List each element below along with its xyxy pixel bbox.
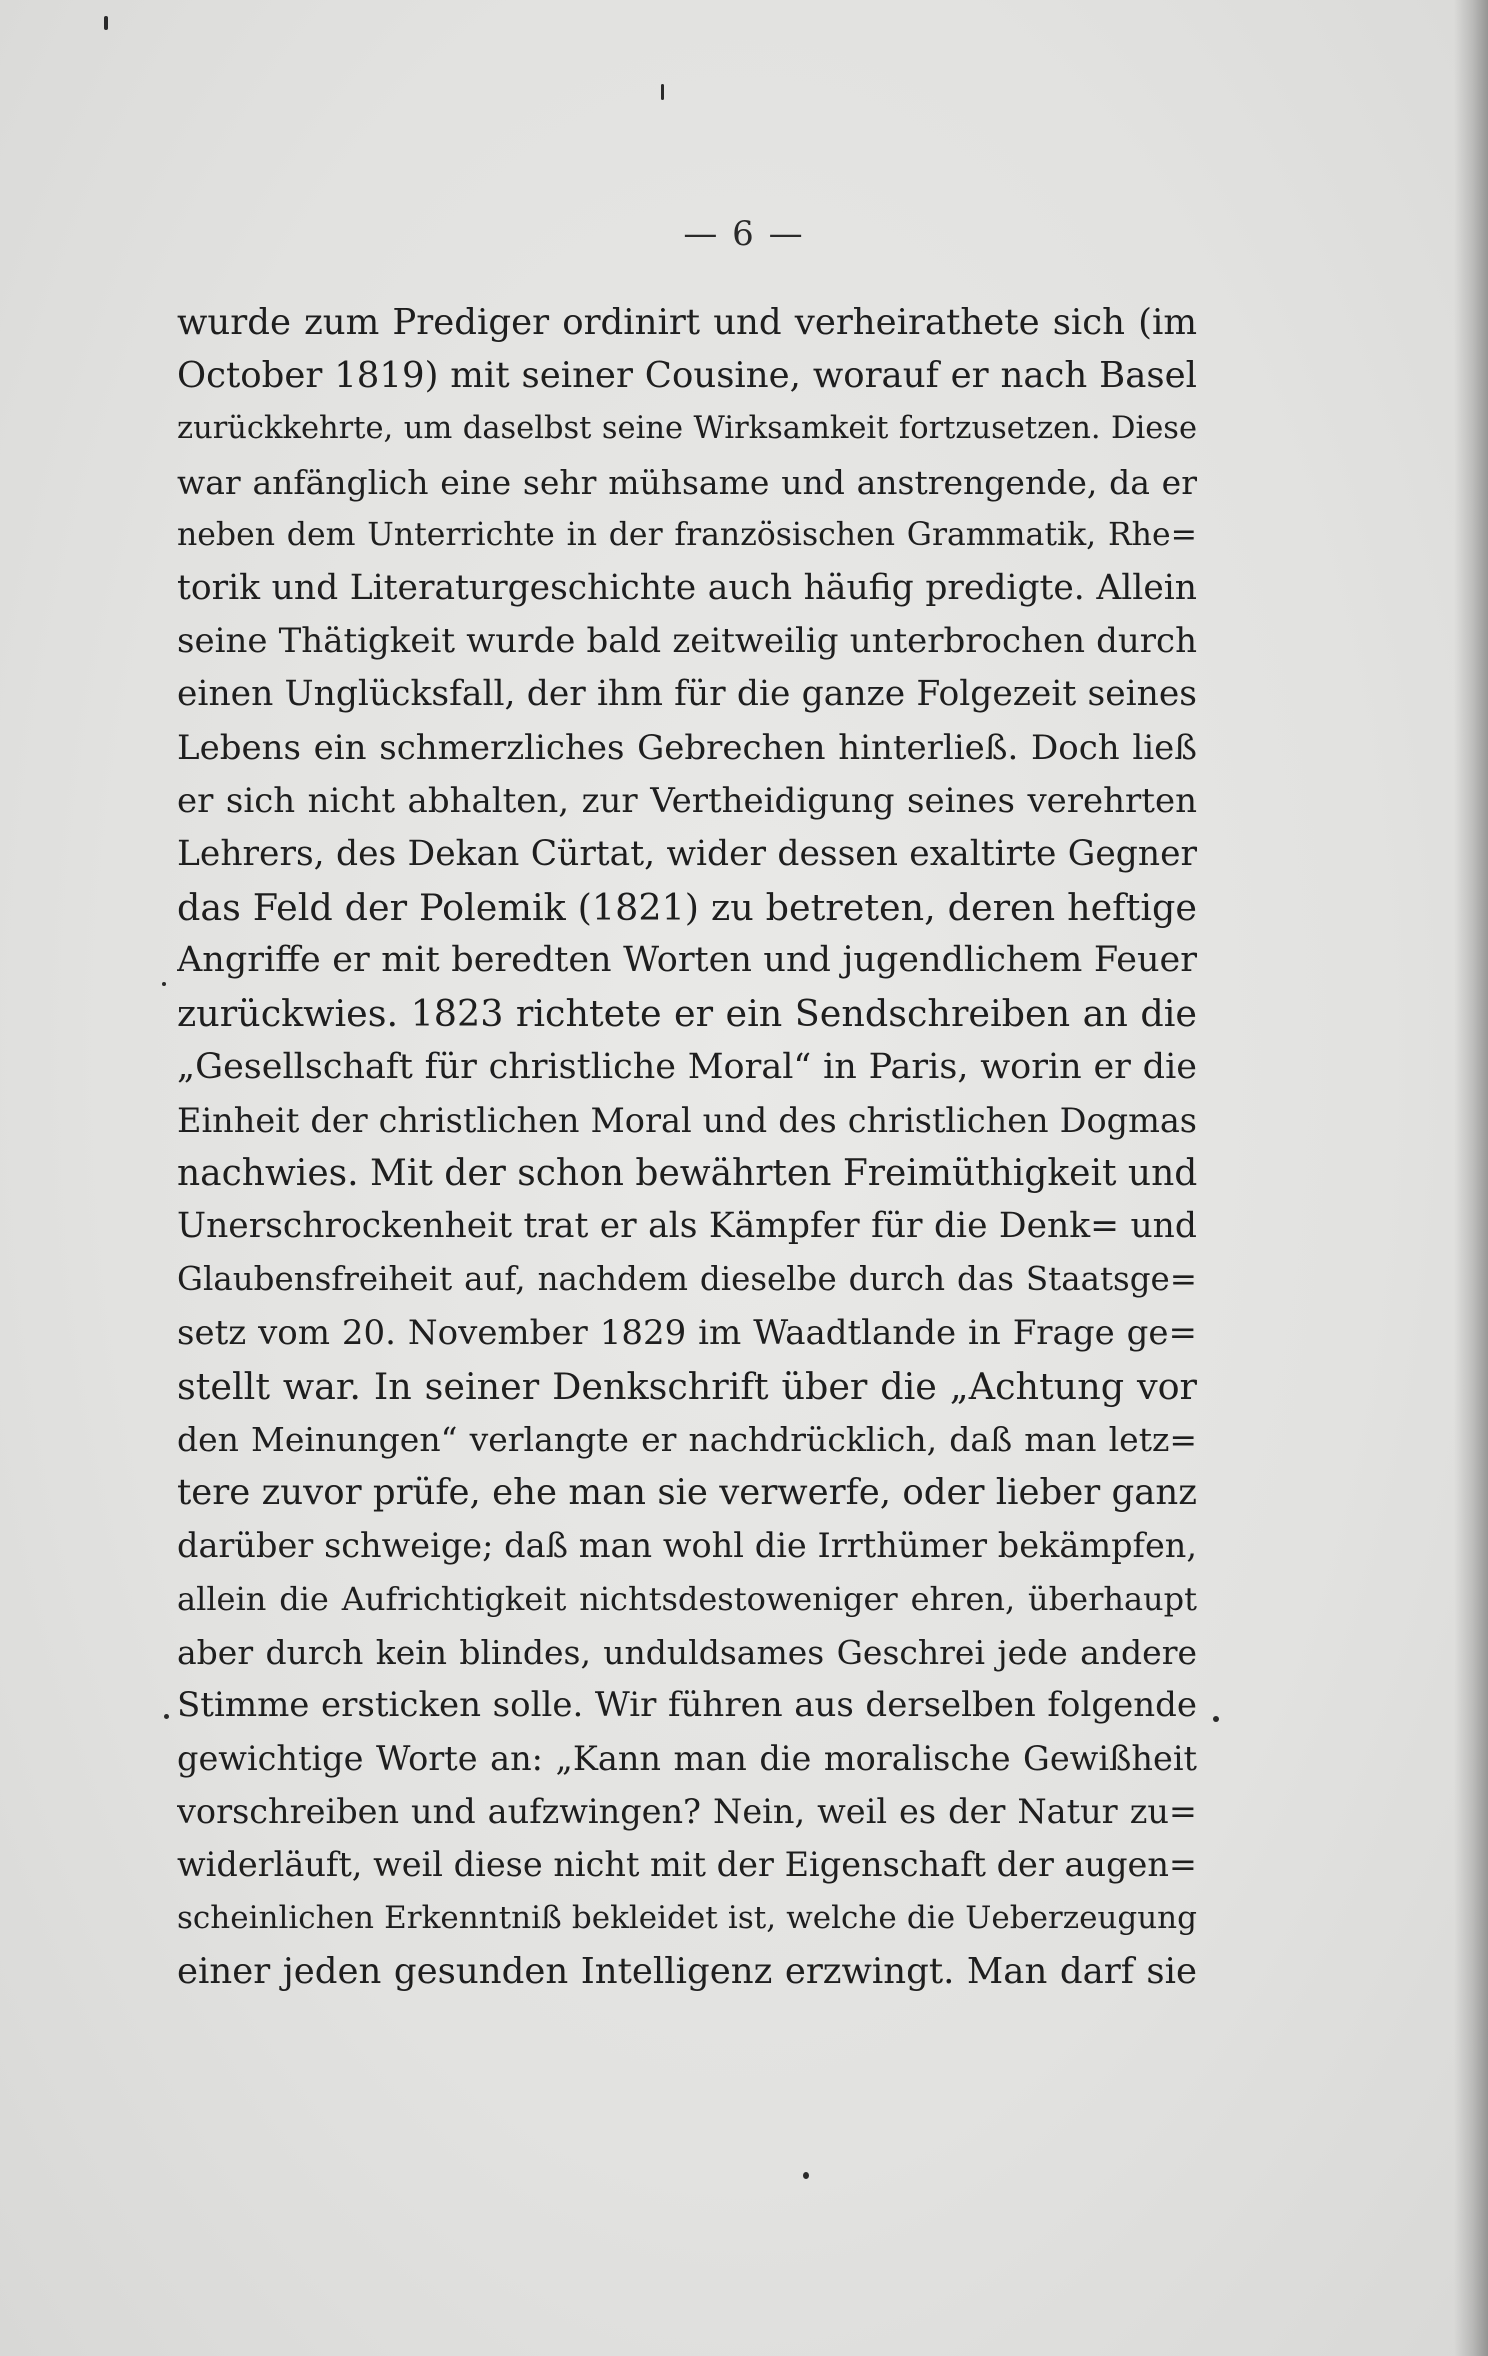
- text-line: Stimme ersticken solle. Wir führen aus derselben folgende: [177, 1684, 1197, 1725]
- ink-speck: [1213, 1716, 1219, 1722]
- text-line: widerläuft, weil diese nicht mit der Eigenschaft der augen=: [177, 1845, 1197, 1885]
- text-line: scheinlichen Erkenntniß bekleidet ist, welche die Ueberzeugung: [177, 1899, 1197, 1936]
- text-line: torik und Literaturgeschichte auch häufig predigte. Allein: [177, 567, 1197, 608]
- ink-speck: [164, 1714, 169, 1719]
- text-line: gewichtige Worte an: „Kann man die moralische Gewißheit: [177, 1739, 1197, 1779]
- text-line: einer jeden gesunden Intelligenz erzwingt. Man darf sie: [177, 1950, 1197, 1992]
- text-line: „Gesellschaft für christliche Moral“ in Paris, worin er die: [177, 1046, 1197, 1087]
- text-line: Einheit der christlichen Moral und des christlichen Dogmas: [177, 1100, 1197, 1140]
- ink-speck: [661, 84, 664, 100]
- text-line: seine Thätigkeit wurde bald zeitweilig unterbrochen durch: [177, 621, 1197, 662]
- text-line: darüber schweige; daß man wohl die Irrthümer bekämpfen,: [177, 1526, 1197, 1566]
- text-line: einen Unglücksfall, der ihm für die ganze Folgezeit seines: [177, 674, 1197, 715]
- text-line: zurückkehrte, um daselbst seine Wirksamkeit fortzusetzen. Diese: [177, 411, 1197, 447]
- ink-speck: [104, 16, 108, 30]
- text-line: neben dem Unterrichte in der französischen Grammatik, Rhe=: [177, 516, 1197, 553]
- text-line: stellt war. In seiner Denkschrift über die „Achtung vor: [177, 1364, 1197, 1408]
- body-text: [177, 296, 1197, 1998]
- text-line: tere zuvor prüfe, ehe man sie verwerfe, oder lieber ganz: [177, 1472, 1197, 1514]
- text-line: vorschreiben und aufzwingen? Nein, weil es der Natur zu=: [177, 1792, 1197, 1832]
- text-line: nachwies. Mit der schon bewährten Freimüthigkeit und: [177, 1153, 1197, 1194]
- text-line: wurde zum Prediger ordinirt und verheirathete sich (im: [177, 302, 1197, 343]
- page-edge-shadow: [1454, 0, 1488, 2356]
- text-line: zurückwies. 1823 richtete er ein Sendschreiben an die: [177, 992, 1197, 1036]
- text-line: war anfänglich eine sehr mühsame und anstrengende, da er: [177, 462, 1197, 502]
- text-line: das Feld der Polemik (1821) zu betreten, deren heftige: [177, 886, 1197, 930]
- page-number: — 6 —: [683, 214, 805, 254]
- text-line: October 1819) mit seiner Cousine, worauf er nach Basel: [177, 355, 1197, 397]
- ink-speck: [803, 2172, 809, 2179]
- text-line: den Meinungen“ verlangte er nachdrücklich, daß man letz=: [177, 1419, 1197, 1459]
- text-line: Unerschrockenheit trat er als Kämpfer für die Denk= und: [177, 1206, 1197, 1247]
- text-line: Glaubensfreiheit auf, nachdem dieselbe durch das Staatsge=: [177, 1260, 1197, 1299]
- text-line: allein die Aufrichtigkeit nichtsdestoweniger ehren, überhaupt: [177, 1579, 1197, 1618]
- text-line: Lebens ein schmerzliches Gebrechen hinterließ. Doch ließ: [177, 727, 1197, 768]
- text-line: Lehrers, des Dekan Cürtat, wider dessen exaltirte Gegner: [177, 833, 1197, 874]
- text-line: aber durch kein blindes, unduldsames Geschrei jede andere: [177, 1632, 1197, 1672]
- text-line: er sich nicht abhalten, zur Vertheidigung seines verehrten: [177, 780, 1197, 821]
- text-line: Angriffe er mit beredten Worten und jugendlichem Feuer: [177, 940, 1197, 981]
- text-line: setz vom 20. November 1829 im Waadtlande in Frage ge=: [177, 1312, 1197, 1353]
- ink-speck: [162, 982, 166, 986]
